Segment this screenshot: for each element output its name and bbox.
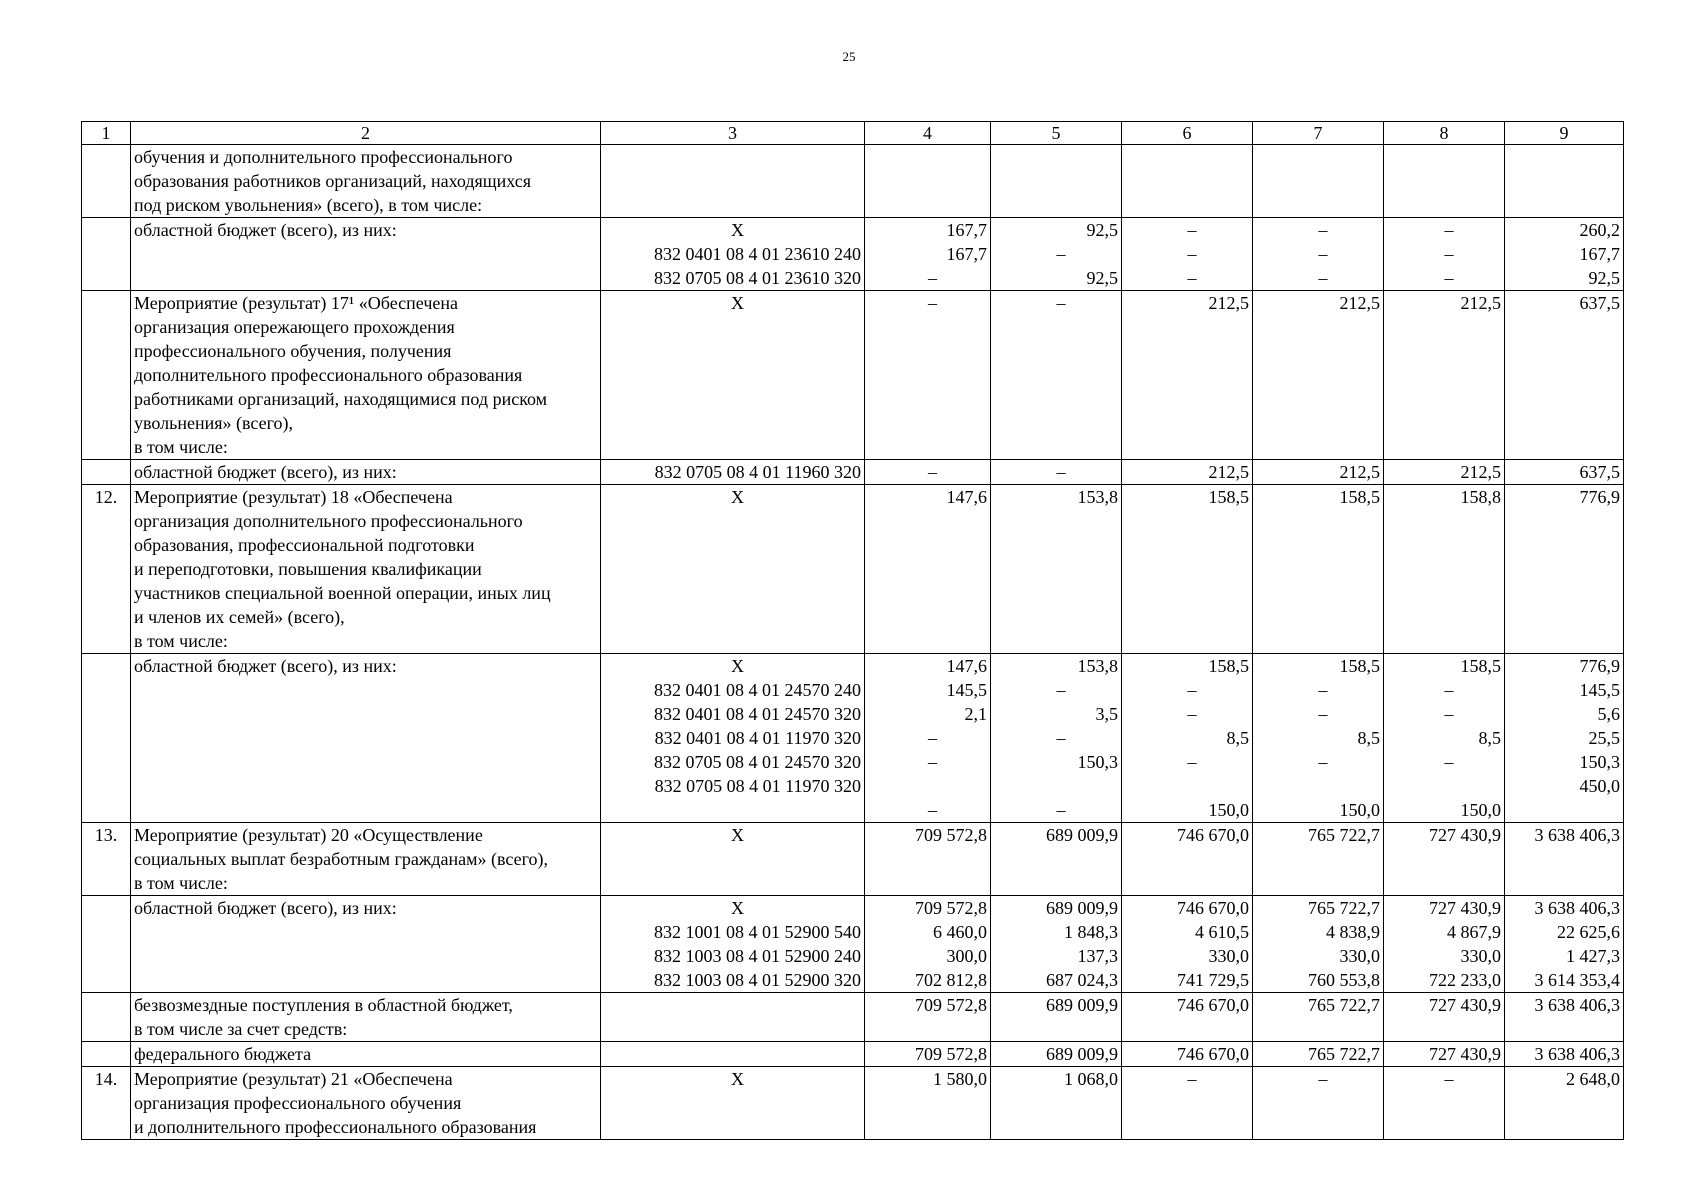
budget-code-cell [601, 1067, 865, 1140]
value: 746 670,0 [1177, 825, 1249, 845]
value: 153,8 [1077, 487, 1118, 507]
value-cell-col5 [991, 1067, 1122, 1140]
budget-code-cell [601, 145, 865, 218]
value: 1 848,3 [1064, 922, 1118, 942]
value: 158,5 [1339, 487, 1380, 507]
value: – [928, 462, 937, 482]
row-description: областной бюджет (всего), из них: [131, 654, 601, 823]
value-cell-col9 [1505, 654, 1624, 823]
budget-code: 832 0705 08 4 01 23610 320 [654, 268, 861, 288]
table-row [82, 823, 1624, 896]
row-number [82, 993, 131, 1042]
value [868, 774, 987, 798]
value: – [928, 800, 937, 820]
value: 167,7 [946, 244, 987, 264]
value: 8,5 [1478, 728, 1501, 748]
value: – [1187, 220, 1197, 240]
row-number: 14. [82, 1067, 131, 1140]
value: – [928, 293, 937, 313]
row-number [82, 145, 131, 218]
value-cell-col6 [1122, 1042, 1253, 1067]
value: – [1444, 244, 1454, 264]
budget-code-cell [601, 485, 865, 654]
value: 727 430,9 [1429, 1044, 1501, 1064]
row-description: областной бюджет (всего), из них: [131, 896, 601, 993]
value: 1 427,3 [1566, 946, 1620, 966]
column-header: 4 [865, 122, 991, 145]
value: – [1187, 752, 1197, 772]
value: 212,5 [1339, 293, 1380, 313]
value [994, 774, 1118, 798]
value-cell-col6 [1122, 218, 1253, 291]
value: 689 009,9 [1046, 898, 1118, 918]
budget-code: 832 0401 08 4 01 24570 240 [654, 680, 861, 700]
budget-code: 832 0705 08 4 01 11960 320 [654, 462, 861, 482]
value [1256, 145, 1380, 169]
budget-code: 832 0705 08 4 01 24570 320 [654, 752, 861, 772]
value-cell-col4 [865, 485, 991, 654]
value: – [1318, 704, 1328, 724]
row-number [82, 291, 131, 460]
value: 689 009,9 [1046, 1044, 1118, 1064]
value: 776,9 [1579, 487, 1620, 507]
value: 158,5 [1339, 656, 1380, 676]
value: 1 580,0 [933, 1069, 987, 1089]
budget-code: X [731, 220, 744, 240]
budget-code-cell [601, 291, 865, 460]
value: 709 572,8 [915, 898, 987, 918]
value: – [1187, 680, 1197, 700]
value-cell-col6 [1122, 460, 1253, 485]
table-row [82, 485, 1624, 654]
value: – [928, 752, 937, 772]
value: 260,2 [1579, 220, 1620, 240]
value-cell-col4 [865, 291, 991, 460]
value [1387, 774, 1501, 798]
row-number [82, 896, 131, 993]
value-cell-col7 [1253, 291, 1384, 460]
value-cell-col9 [1505, 1067, 1624, 1140]
value-cell-col5 [991, 896, 1122, 993]
budget-code-cell [601, 460, 865, 485]
value: 212,5 [1208, 462, 1249, 482]
value-cell-col5 [991, 1042, 1122, 1067]
value: 3 638 406,3 [1534, 898, 1620, 918]
value: – [1187, 244, 1197, 264]
value-cell-col6 [1122, 823, 1253, 896]
budget-code [604, 993, 861, 1017]
value-cell-col8 [1384, 291, 1505, 460]
value: 8,5 [1226, 728, 1249, 748]
value-cell-col8 [1384, 896, 1505, 993]
value: 709 572,8 [915, 1044, 987, 1064]
value-cell-col5 [991, 145, 1122, 218]
value: 212,5 [1339, 462, 1380, 482]
table-row [82, 218, 1624, 291]
value: 147,6 [946, 656, 987, 676]
column-header: 8 [1384, 122, 1505, 145]
value-cell-col4 [865, 1067, 991, 1140]
budget-code-cell [601, 823, 865, 896]
value: – [928, 728, 937, 748]
value: 330,0 [1208, 946, 1249, 966]
value: – [1056, 728, 1066, 748]
value-cell-col8 [1384, 145, 1505, 218]
budget-code: 832 0401 08 4 01 24570 320 [654, 704, 861, 724]
row-number [82, 654, 131, 823]
value: 2 648,0 [1566, 1069, 1620, 1089]
value: 212,5 [1460, 462, 1501, 482]
budget-code: 832 1003 08 4 01 52900 240 [654, 946, 861, 966]
value: 153,8 [1077, 656, 1118, 676]
row-number [82, 460, 131, 485]
column-header: 5 [991, 122, 1122, 145]
value: 741 729,5 [1177, 970, 1249, 990]
row-number: 12. [82, 485, 131, 654]
budget-code: X [731, 898, 744, 918]
value: 167,7 [946, 220, 987, 240]
value: – [1056, 462, 1066, 482]
value: 8,5 [1357, 728, 1380, 748]
budget-code [604, 1042, 861, 1066]
value: – [1444, 1069, 1454, 1089]
value [1508, 798, 1620, 822]
row-description: областной бюджет (всего), из них: [131, 218, 601, 291]
value-cell-col8 [1384, 485, 1505, 654]
column-header: 1 [82, 122, 131, 145]
value-cell-col8 [1384, 993, 1505, 1042]
budget-code: 832 0401 08 4 01 23610 240 [654, 244, 861, 264]
budget-code: X [731, 293, 744, 313]
value-cell-col8 [1384, 823, 1505, 896]
row-description: Мероприятие (результат) 21 «Обеспечена организация профессионального обучения и дополнительного профессионального образования [131, 1067, 601, 1140]
row-number: 13. [82, 823, 131, 896]
budget-code: 832 1003 08 4 01 52900 320 [654, 970, 861, 990]
table-row [82, 993, 1624, 1042]
value-cell-col8 [1384, 460, 1505, 485]
value: – [1444, 704, 1454, 724]
value: 760 553,8 [1308, 970, 1380, 990]
row-description: обучения и дополнительного профессионального образования работников организаций, находящихся под риском увольнения» (всего), в том числе: [131, 145, 601, 218]
value: 746 670,0 [1177, 898, 1249, 918]
value: 212,5 [1208, 293, 1249, 313]
value: 212,5 [1460, 293, 1501, 313]
value: 167,7 [1579, 244, 1620, 264]
page-number: 25 [842, 49, 856, 64]
value-cell-col6 [1122, 1067, 1253, 1140]
budget-code: 832 0705 08 4 01 11970 320 [654, 776, 861, 796]
column-header: 2 [131, 122, 601, 145]
budget-code [604, 145, 861, 169]
value: 709 572,8 [915, 995, 987, 1015]
value: 765 722,7 [1308, 825, 1380, 845]
value-cell-col6 [1122, 654, 1253, 823]
value: 158,5 [1208, 656, 1249, 676]
row-description: федерального бюджета [131, 1042, 601, 1067]
table-row [82, 896, 1624, 993]
value [1125, 145, 1249, 169]
value-cell-col4 [865, 993, 991, 1042]
value: 150,3 [1077, 752, 1118, 772]
value-cell-col9 [1505, 823, 1624, 896]
budget-code-cell [601, 1042, 865, 1067]
value: 765 722,7 [1308, 898, 1380, 918]
value: 150,0 [1208, 800, 1249, 820]
table-row [82, 654, 1624, 823]
value: 3 614 353,4 [1534, 970, 1620, 990]
value: 765 722,7 [1308, 1044, 1380, 1064]
value: – [1318, 1069, 1328, 1089]
value: 3,5 [1095, 704, 1118, 724]
budget-code-cell [601, 654, 865, 823]
value-cell-col9 [1505, 485, 1624, 654]
value: 450,0 [1579, 776, 1620, 796]
value: – [1318, 752, 1328, 772]
table-row [82, 1042, 1624, 1067]
value: 5,6 [1597, 704, 1620, 724]
value-cell-col6 [1122, 145, 1253, 218]
value-cell-col8 [1384, 1042, 1505, 1067]
value-cell-col5 [991, 218, 1122, 291]
value: 6 460,0 [933, 922, 987, 942]
value [1387, 145, 1501, 169]
value [868, 145, 987, 169]
value: 158,8 [1460, 487, 1501, 507]
value-cell-col7 [1253, 993, 1384, 1042]
value: – [1056, 680, 1066, 700]
value: – [1187, 704, 1197, 724]
value: 22 625,6 [1557, 922, 1620, 942]
value: 92,5 [1086, 220, 1118, 240]
value-cell-col5 [991, 993, 1122, 1042]
value-cell-col9 [1505, 1042, 1624, 1067]
value: 637,5 [1579, 462, 1620, 482]
budget-code: 832 0401 08 4 01 11970 320 [654, 728, 861, 748]
value: 150,0 [1460, 800, 1501, 820]
value [994, 145, 1118, 169]
value: – [1318, 244, 1328, 264]
value: 92,5 [1588, 268, 1620, 288]
value-cell-col4 [865, 460, 991, 485]
table-row [82, 460, 1624, 485]
column-header: 6 [1122, 122, 1253, 145]
value-cell-col7 [1253, 823, 1384, 896]
value: 2,1 [964, 704, 987, 724]
value-cell-col8 [1384, 1067, 1505, 1140]
value: – [1444, 680, 1454, 700]
value: – [1056, 244, 1066, 264]
value: – [1318, 268, 1328, 288]
value-cell-col9 [1505, 896, 1624, 993]
value-cell-col7 [1253, 145, 1384, 218]
column-header: 9 [1505, 122, 1624, 145]
column-header: 3 [601, 122, 865, 145]
value-cell-col7 [1253, 1067, 1384, 1140]
value-cell-col7 [1253, 218, 1384, 291]
value: 330,0 [1460, 946, 1501, 966]
value: 3 638 406,3 [1534, 825, 1620, 845]
value-cell-col4 [865, 654, 991, 823]
value: 709 572,8 [915, 825, 987, 845]
value: 150,3 [1579, 752, 1620, 772]
budget-code: 832 1001 08 4 01 52900 540 [654, 922, 861, 942]
value: 1 068,0 [1064, 1069, 1118, 1089]
value-cell-col5 [991, 654, 1122, 823]
row-description: Мероприятие (результат) 20 «Осуществление социальных выплат безработным гражданам» (всего), в том числе: [131, 823, 601, 896]
value-cell-col5 [991, 823, 1122, 896]
row-description: Мероприятие (результат) 17¹ «Обеспечена организация опережающего прохождения профессионального обучения, получения дополнительного профессионального образования работниками организаций, находящимися под риском увольнения» (всего), в том числе: [131, 291, 601, 460]
value-cell-col9 [1505, 993, 1624, 1042]
value-cell-col4 [865, 145, 991, 218]
value: 330,0 [1339, 946, 1380, 966]
value: 727 430,9 [1429, 995, 1501, 1015]
value-cell-col9 [1505, 218, 1624, 291]
value: 689 009,9 [1046, 825, 1118, 845]
value: 158,5 [1460, 656, 1501, 676]
value [1508, 145, 1620, 169]
value: – [1444, 752, 1454, 772]
budget-code-cell [601, 218, 865, 291]
budget-code [604, 798, 861, 822]
row-description: безвозмездные поступления в областной бюджет, в том числе за счет средств: [131, 993, 601, 1042]
value-cell-col6 [1122, 485, 1253, 654]
value: 3 638 406,3 [1534, 1044, 1620, 1064]
value: 727 430,9 [1429, 825, 1501, 845]
value: 776,9 [1579, 656, 1620, 676]
value: – [1056, 800, 1066, 820]
value: 637,5 [1579, 293, 1620, 313]
value: 150,0 [1339, 800, 1380, 820]
value: 4 867,9 [1447, 922, 1501, 942]
value [1125, 774, 1249, 798]
value: – [928, 268, 937, 288]
value-cell-col7 [1253, 654, 1384, 823]
value: 689 009,9 [1046, 995, 1118, 1015]
table-row [82, 291, 1624, 460]
value-cell-col8 [1384, 218, 1505, 291]
value: – [1318, 220, 1328, 240]
value: 92,5 [1086, 268, 1118, 288]
value-cell-col5 [991, 460, 1122, 485]
value-cell-col7 [1253, 1042, 1384, 1067]
value: 158,5 [1208, 487, 1249, 507]
header-row [82, 122, 1624, 145]
value: 746 670,0 [1177, 1044, 1249, 1064]
value-cell-col5 [991, 485, 1122, 654]
value: 722 233,0 [1429, 970, 1501, 990]
budget-code: X [731, 487, 744, 507]
value-cell-col6 [1122, 291, 1253, 460]
value-cell-col6 [1122, 993, 1253, 1042]
table-row [82, 1067, 1624, 1140]
budget-code-cell [601, 896, 865, 993]
table-row [82, 145, 1624, 218]
value: 4 610,5 [1195, 922, 1249, 942]
value-cell-col9 [1505, 145, 1624, 218]
value-cell-col9 [1505, 460, 1624, 485]
value: 137,3 [1077, 946, 1118, 966]
value: – [1444, 268, 1454, 288]
column-header: 7 [1253, 122, 1384, 145]
value: – [1187, 1069, 1197, 1089]
value: 147,6 [946, 487, 987, 507]
value: 25,5 [1588, 728, 1620, 748]
value-cell-col7 [1253, 896, 1384, 993]
value: 300,0 [946, 946, 987, 966]
value: 702 812,8 [915, 970, 987, 990]
value: – [1444, 220, 1454, 240]
value: – [1056, 293, 1066, 313]
budget-code: X [731, 1069, 744, 1089]
value: 727 430,9 [1429, 898, 1501, 918]
value-cell-col4 [865, 218, 991, 291]
row-number [82, 1042, 131, 1067]
value-cell-col7 [1253, 485, 1384, 654]
row-description: Мероприятие (результат) 18 «Обеспечена организация дополнительного профессионального образования, профессиональной подготовки и переподготовки, повышения квалификации участников специальной военной операции, иных лиц и членов их семей» (всего), в том числе: [131, 485, 601, 654]
value: 145,5 [946, 680, 987, 700]
value: 145,5 [1579, 680, 1620, 700]
value-cell-col5 [991, 291, 1122, 460]
budget-code: X [731, 825, 744, 845]
value-cell-col7 [1253, 460, 1384, 485]
value-cell-col4 [865, 823, 991, 896]
value: 746 670,0 [1177, 995, 1249, 1015]
value-cell-col6 [1122, 896, 1253, 993]
value-cell-col8 [1384, 654, 1505, 823]
value: – [1187, 268, 1197, 288]
value-cell-col4 [865, 1042, 991, 1067]
budget-code: X [731, 656, 744, 676]
budget-code-cell [601, 993, 865, 1042]
value [1256, 774, 1380, 798]
value-cell-col9 [1505, 291, 1624, 460]
row-number [82, 218, 131, 291]
value: 765 722,7 [1308, 995, 1380, 1015]
value-cell-col4 [865, 896, 991, 993]
row-description: областной бюджет (всего), из них: [131, 460, 601, 485]
value: 687 024,3 [1046, 970, 1118, 990]
budget-table [81, 121, 1624, 1140]
value: – [1318, 680, 1328, 700]
value: 4 838,9 [1326, 922, 1380, 942]
value: 3 638 406,3 [1534, 995, 1620, 1015]
